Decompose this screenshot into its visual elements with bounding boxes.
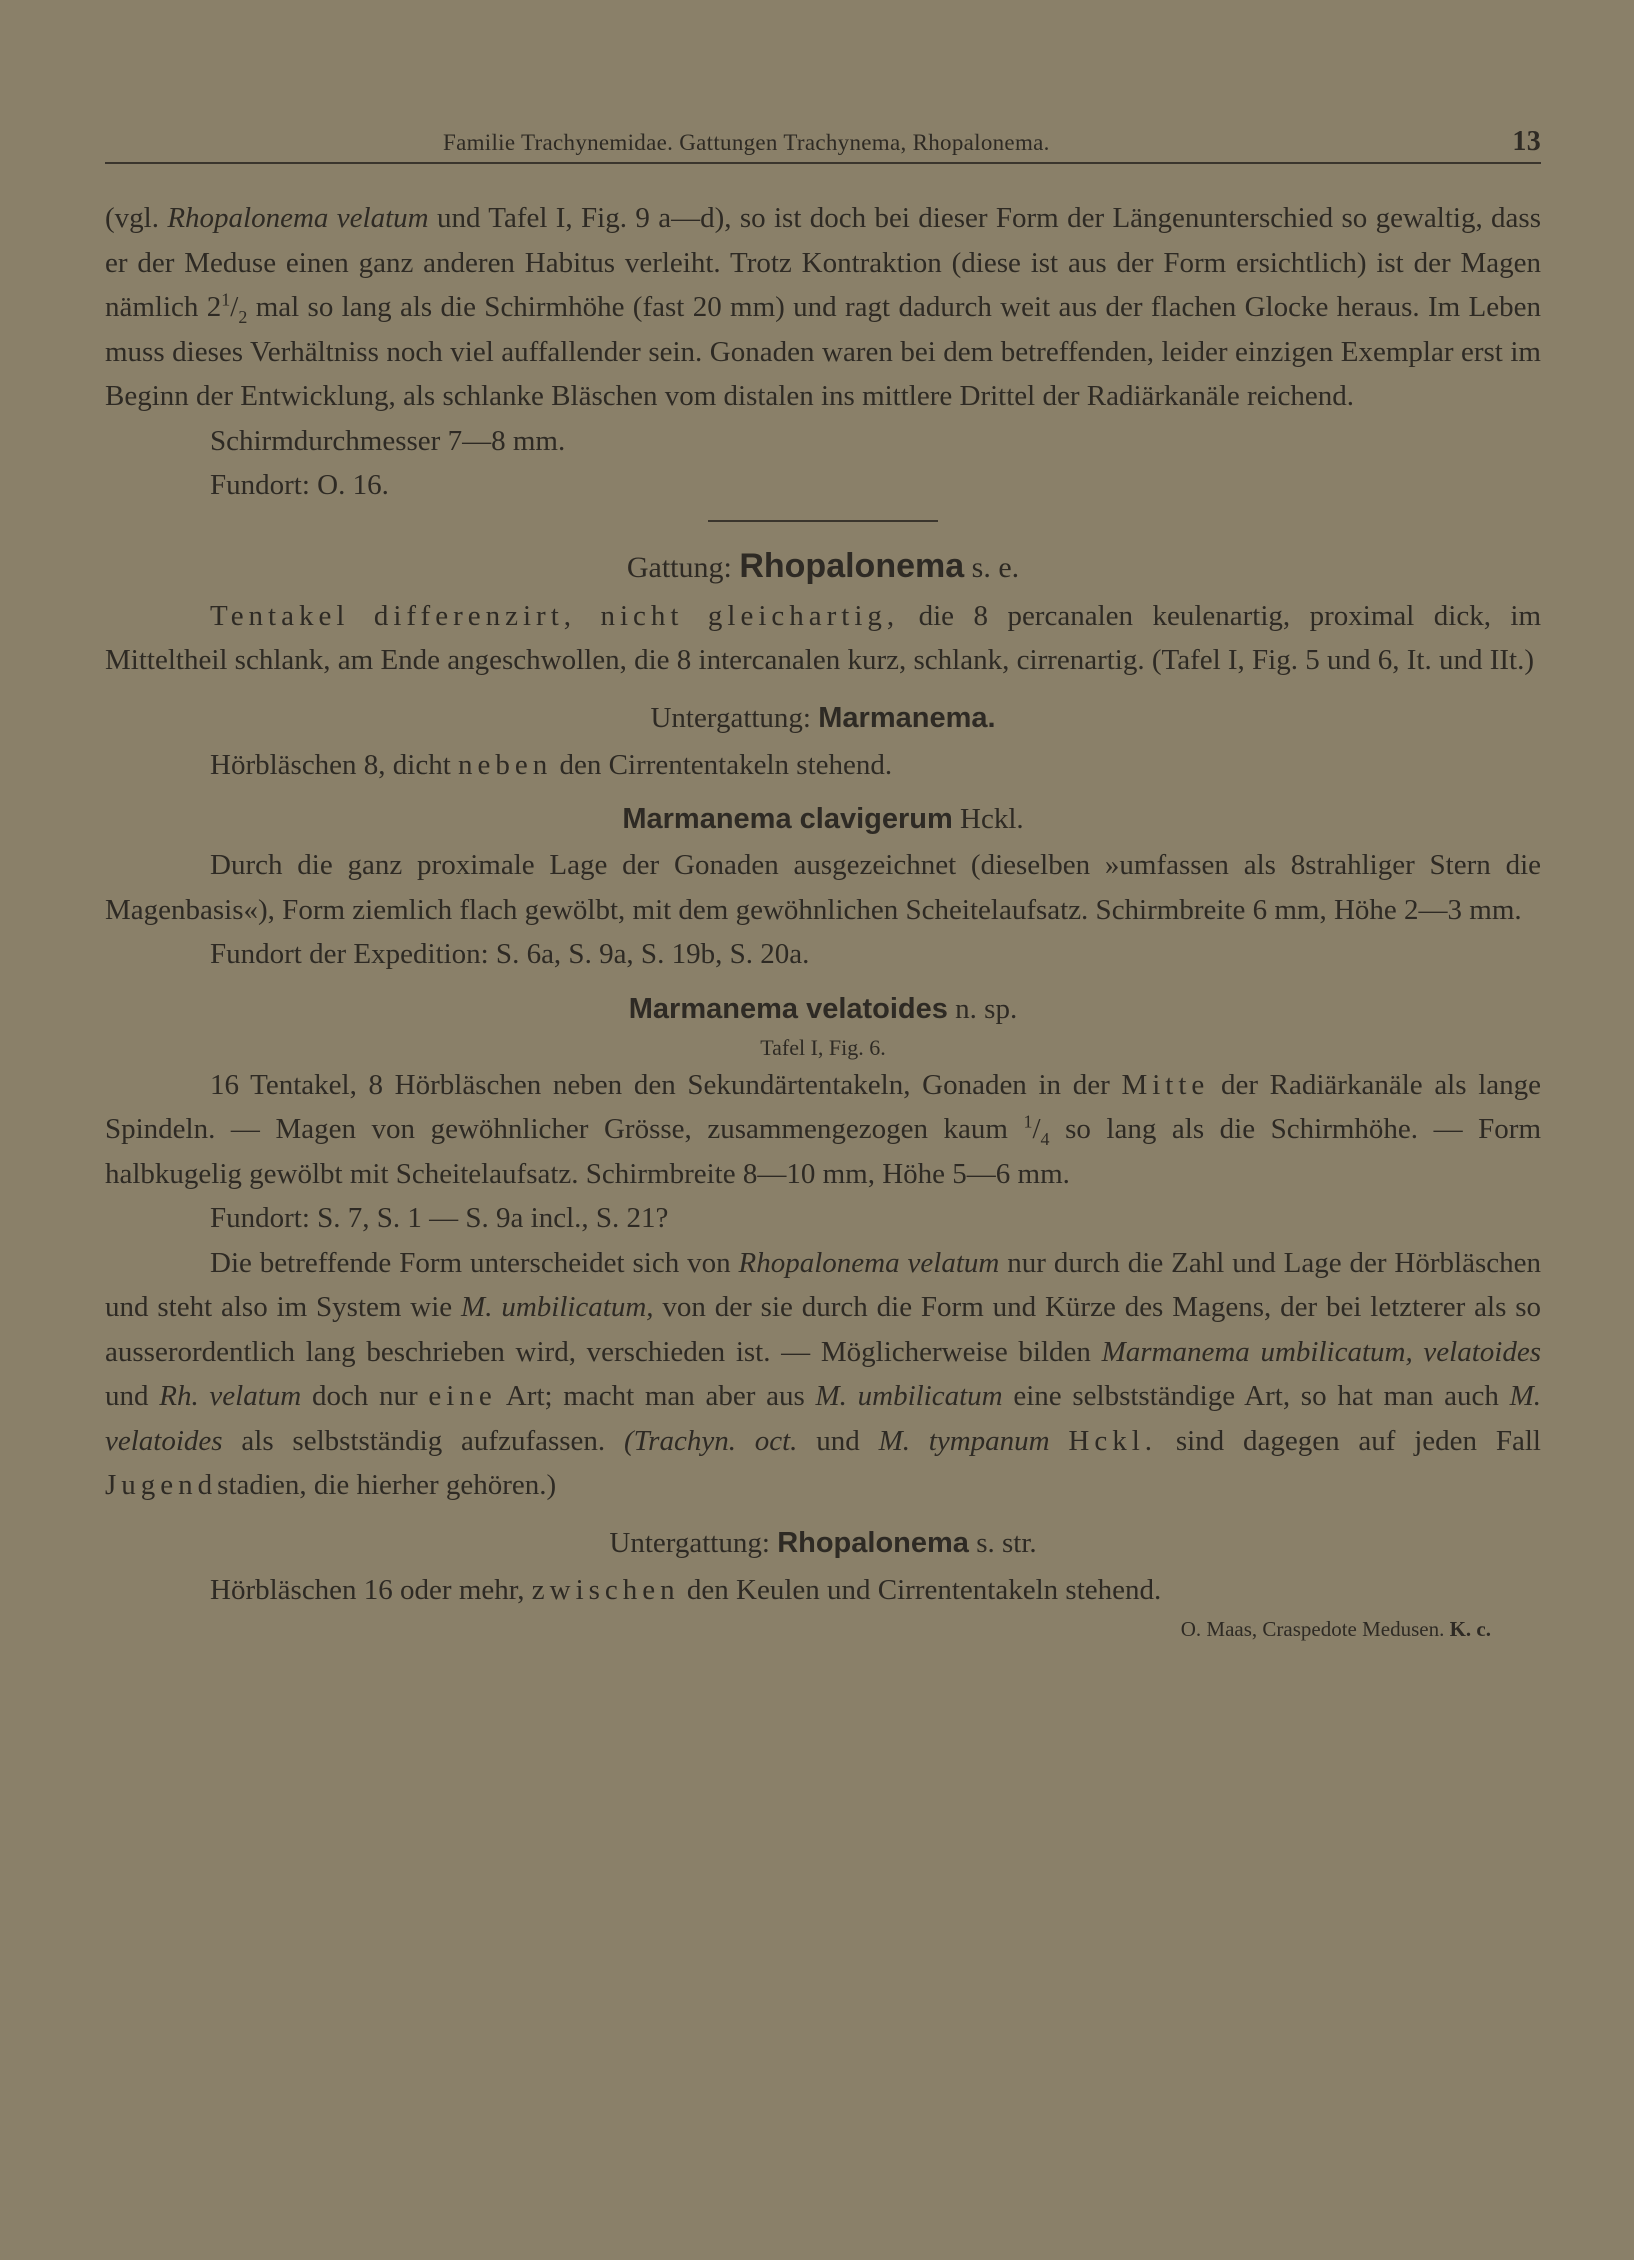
genus-heading: Gattung: Rhopalonema s. e. [626,546,1020,585]
page-body [105,196,1541,1644]
subgenus-heading-rhopalonema: Untergattung: Rhopalonema s. str. [609,1526,1037,1559]
plate-reference: Tafel I, Fig. 6. [760,1034,886,1060]
subgenus-name: Rhopalonema [777,1526,969,1559]
species-name: Marmanema velatoides [628,992,948,1025]
paragraph-intro: (vgl. Rhopalonema velatum und Tafel I, Fig. 9 a—d), so ist doch bei dieser Form der Längenunterschied so gewaltig, dass er der Meduse einen ganz anderen Habitus verleiht. Trotz Kontraktion (diese ist aus der Form ersichtlich) ist der Magen nämlich $2^1/_2$ mal so lang als die Schirmhöhe (fast 20 mm) und ragt dadurch weit aus der flachen Glocke heraus. Im Leben muss dieses Verhältniss noch viel auffallender sein. Gonaden waren bei dem betreffenden, leider einzigen Exemplar erst im Beginn der Entwicklung, als schlanke Bläschen vom distalen ins mittlere Drittel der Radiärkanäle reichend. [105,202,1541,412]
discussion-paragraph: Die betreffende Form unterscheidet sich von Rhopalonema velatum nur durch die Zahl und Lage der Hörbläschen und steht also im System wie M. umbilicatum, von der sie durch die Form und Kürze des Magens, der bei letzterer als so ausserordentlich lang beschrieben wird, verschieden ist. — Möglicherweise bilden Marmanema umbilicatum, velatoides und Rh. velatum doch nur eine Art; macht man aber aus M. umbilicatum eine selbstständige Art, so hat man auch M. velatoides als selbstständig aufzufassen. (Trachyn. oct. und M. tympanum Hckl. sind dagegen auf jeden Fall Jugendstadien, die hierher gehören.) [105,1246,1542,1501]
subgenus-name: Marmanema. [818,701,996,734]
page-number: 13 [1512,126,1541,157]
genus-description: Tentakel differenzirt, nicht gleichartig, die 8 percanalen keulenartig, proximal dick, im Mitteltheil schlank, am Ende angeschwollen, die 8 intercanalen kurz, schlank, cirrenartig. (Tafel I, Fig. 5 und 6, It. und IIt.) [105,599,1542,676]
running-title: Familie Trachynemidae. Gattungen Trachynema, Rhopalonema. [443,130,1050,155]
header-rule [105,162,1541,164]
species-heading-velatoides: Marmanema velatoides n. sp. [628,992,1018,1025]
species-heading-clavigerum: Marmanema clavigerum Hckl. [622,803,1024,835]
signature-footer: O. Maas, Craspedote Medusen. K. c. [1180,1617,1491,1641]
section-separator [708,520,938,522]
subgenus-description: Hörbläschen 8, dicht neben den Cirrententakeln stehend. [210,748,893,781]
subgenus-heading-marmanema: Untergattung: Marmanema. [650,701,996,734]
fundort-expedition-line: Fundort der Expedition: S. 6a, S. 9a, S. 19b, S. 20a. [210,938,810,970]
species-name: Marmanema clavigerum [622,803,953,835]
measurement-line: Schirmdurchmesser 7—8 mm. [210,424,566,457]
species-description-velatoides: 16 Tentakel, 8 Hörbläschen neben den Sekundärtentakeln, Gonaden in der Mitte der Radiärkanäle als lange Spindeln. — Magen von gewöhnlicher Grösse, zusammengezogen kaum $^1/_4$ so lang als die Schirmhöhe. — Form halbkugelig gewölbt mit Scheitelaufsatz. Schirmbreite 8—10 mm, Höhe 5—6 mm. [105,1068,1542,1190]
fundort-line: Fundort: O. 16. [210,469,389,501]
genus-name: Rhopalonema [739,546,965,585]
species-description-clavigerum: Durch die ganz proximale Lage der Gonaden ausgezeichnet (dieselben »umfassen als 8strahliger Stern die Magenbasis«), Form ziemlich flach gewölbt, mit dem gewöhnlichen Scheitelaufsatz. Schirmbreite 6 mm, Höhe 2—3 mm. [105,849,1541,926]
subgenus-description-rhopalonema: Hörbläschen 16 oder mehr, zwischen den Keulen und Cirrententakeln stehend. [210,1573,1162,1606]
fundort-line-velatoides: Fundort: S. 7, S. 1 — S. 9a incl., S. 21? [210,1202,669,1234]
